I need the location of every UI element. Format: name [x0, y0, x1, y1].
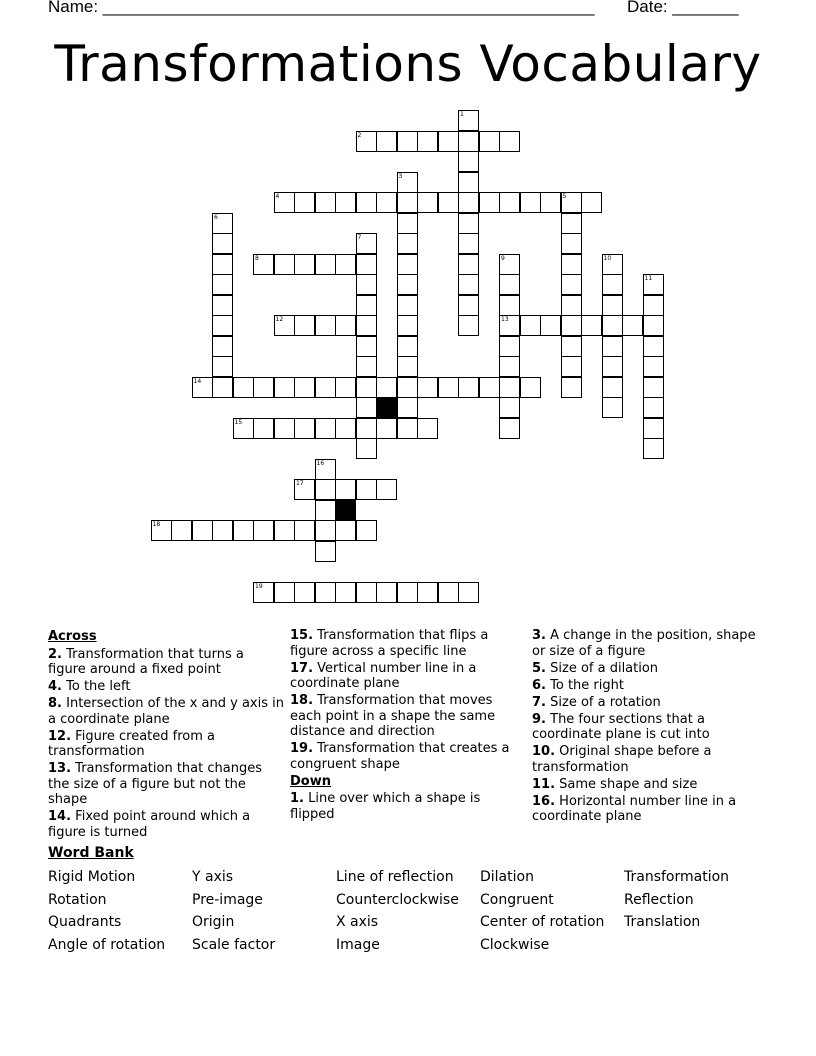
crossword-cell[interactable] — [499, 336, 520, 357]
crossword-cell[interactable] — [294, 254, 315, 275]
crossword-cell[interactable] — [356, 418, 377, 439]
crossword-cell[interactable] — [602, 397, 623, 418]
crossword-cell[interactable] — [356, 479, 377, 500]
crossword-cell[interactable] — [212, 254, 233, 275]
clue-down-9: 9. The four sections that a coordinate plane is cut into — [532, 711, 710, 742]
crossword-cell[interactable] — [602, 336, 623, 357]
crossword-cell[interactable] — [417, 582, 438, 603]
crossword-cell[interactable] — [356, 397, 377, 418]
crossword-cell[interactable] — [356, 274, 377, 295]
crossword-cell[interactable] — [335, 418, 356, 439]
crossword-cell[interactable] — [499, 192, 520, 213]
crossword-cell[interactable] — [356, 582, 377, 603]
cell-number: 14 — [193, 377, 202, 385]
crossword-cell[interactable] — [397, 336, 418, 357]
crossword-cell[interactable] — [253, 377, 274, 398]
crossword-cell[interactable] — [561, 213, 582, 234]
crossword-cell[interactable] — [643, 356, 664, 377]
crossword-cell[interactable] — [356, 520, 377, 541]
crossword-cell[interactable] — [356, 336, 377, 357]
crossword-cell[interactable] — [315, 479, 336, 500]
crossword-cell[interactable] — [335, 479, 356, 500]
crossword-cell[interactable] — [581, 192, 602, 213]
crossword-cell[interactable] — [438, 131, 459, 152]
crossword-black-cell — [376, 397, 397, 418]
clue-across-17: 17. Vertical number line in a coordinate plane — [290, 660, 477, 691]
crossword-cell[interactable] — [192, 377, 213, 398]
crossword-cell[interactable] — [356, 254, 377, 275]
crossword-cell[interactable] — [643, 438, 664, 459]
crossword-cell[interactable] — [643, 315, 664, 336]
crossword-cell[interactable] — [315, 192, 336, 213]
word-bank-item: Line of reflection — [336, 869, 454, 885]
clue-across-8: 8. Intersection of the x and y axis in a coordinate plane — [48, 696, 284, 727]
crossword-cell[interactable] — [253, 418, 274, 439]
clues-column-2 — [290, 628, 526, 824]
crossword-cell[interactable] — [356, 131, 377, 152]
cell-number: 3 — [398, 172, 403, 180]
crossword-cell[interactable] — [458, 582, 479, 603]
crossword-cell[interactable] — [294, 479, 315, 500]
crossword-cell[interactable] — [458, 254, 479, 275]
crossword-cell[interactable] — [458, 213, 479, 234]
crossword-cell[interactable] — [561, 192, 582, 213]
crossword-cell[interactable] — [397, 315, 418, 336]
word-bank-item: Clockwise — [480, 937, 550, 953]
word-bank-item: Reflection — [624, 892, 694, 908]
crossword-cell[interactable] — [376, 479, 397, 500]
crossword-cell[interactable] — [294, 418, 315, 439]
crossword-cell[interactable] — [356, 377, 377, 398]
crossword-cell[interactable] — [397, 356, 418, 377]
crossword-cell[interactable] — [458, 233, 479, 254]
crossword-cell[interactable] — [602, 274, 623, 295]
crossword-cell[interactable] — [561, 295, 582, 316]
crossword-cell[interactable] — [151, 520, 172, 541]
cell-number: 1 — [460, 111, 464, 118]
crossword-cell[interactable] — [356, 295, 377, 316]
word-bank-item: Counterclockwise — [336, 892, 459, 908]
crossword-cell[interactable] — [335, 520, 356, 541]
clue-down-16: 16. Horizontal number line in a coordinate plane — [532, 793, 737, 824]
crossword-cell[interactable] — [397, 418, 418, 439]
clue-across-13: 13. Transformation that changes the size of a figure but not the shape — [48, 761, 262, 807]
crossword-cell[interactable] — [417, 377, 438, 398]
crossword-cell[interactable] — [417, 418, 438, 439]
crossword-cell[interactable] — [458, 151, 479, 172]
word-bank-item: Pre-image — [192, 892, 263, 908]
crossword-cell[interactable] — [458, 110, 479, 131]
across-heading: Across — [48, 629, 97, 644]
cell-number: 10 — [603, 254, 612, 262]
crossword-cell[interactable] — [643, 397, 664, 418]
cell-number: 18 — [152, 521, 161, 528]
crossword-cell[interactable] — [233, 377, 254, 398]
cell-number: 15 — [234, 418, 243, 426]
cell-number: 19 — [255, 582, 263, 590]
clue-down-6: 6. To the right — [532, 677, 624, 693]
word-bank-item: Y axis — [192, 869, 234, 885]
crossword-cell[interactable] — [458, 192, 479, 213]
crossword-cell[interactable] — [335, 315, 356, 336]
crossword-cell[interactable] — [602, 377, 623, 398]
crossword-cell[interactable] — [417, 192, 438, 213]
crossword-cell[interactable] — [643, 418, 664, 439]
crossword-cell[interactable] — [335, 192, 356, 213]
word-bank-item: Rigid Motion — [48, 869, 136, 885]
cell-number: 2 — [357, 131, 362, 139]
crossword-cell[interactable] — [397, 377, 418, 398]
crossword-cell[interactable] — [438, 377, 459, 398]
crossword-cell[interactable] — [212, 356, 233, 377]
crossword-cell[interactable] — [315, 582, 336, 603]
clues-column-3 — [532, 628, 768, 826]
crossword-cell[interactable] — [294, 520, 315, 541]
crossword-cell[interactable] — [315, 418, 336, 439]
crossword-cell[interactable] — [458, 131, 479, 152]
crossword-cell[interactable] — [499, 315, 520, 336]
crossword-cell[interactable] — [397, 274, 418, 295]
crossword-cell[interactable] — [335, 254, 356, 275]
crossword-cell[interactable] — [602, 315, 623, 336]
crossword-cell[interactable] — [212, 213, 233, 234]
word-bank-item: Scale factor — [192, 937, 276, 953]
crossword-cell[interactable] — [294, 582, 315, 603]
clue-across-19: 19. Transformation that creates a congruent shape — [290, 741, 510, 772]
crossword-cell[interactable] — [622, 315, 643, 336]
crossword-cell[interactable] — [397, 397, 418, 418]
crossword-cell[interactable] — [561, 315, 582, 336]
crossword-cell[interactable] — [417, 131, 438, 152]
crossword-cell[interactable] — [561, 233, 582, 254]
word-bank-item: X axis — [336, 914, 379, 930]
crossword-cell[interactable] — [212, 233, 233, 254]
clue-across-4: 4. To the left — [48, 679, 131, 694]
crossword-cell[interactable] — [274, 582, 295, 603]
cell-number: 12 — [275, 316, 284, 323]
crossword-cell[interactable] — [397, 213, 418, 234]
crossword-cell[interactable] — [356, 315, 377, 336]
crossword-cell[interactable] — [643, 336, 664, 357]
crossword-cell[interactable] — [315, 315, 336, 336]
crossword-cell[interactable] — [499, 418, 520, 439]
crossword-cell[interactable] — [356, 438, 377, 459]
word-bank-item: Congruent — [480, 892, 554, 908]
crossword-cell[interactable] — [274, 520, 295, 541]
crossword-cell[interactable] — [643, 274, 664, 295]
crossword-cell[interactable] — [335, 377, 356, 398]
crossword-cell[interactable] — [212, 295, 233, 316]
cell-number: 11 — [644, 275, 653, 282]
crossword-cell[interactable] — [602, 295, 623, 316]
clue-across-12: 12. Figure created from a transformation — [48, 728, 215, 759]
cell-number: 6 — [214, 213, 218, 221]
crossword-cell[interactable] — [458, 295, 479, 316]
clue-down-3: 3. A change in the position, shape or size of a figure — [532, 628, 756, 659]
crossword-cell[interactable] — [376, 377, 397, 398]
crossword-cell[interactable] — [499, 254, 520, 275]
cell-number: 8 — [255, 254, 259, 262]
crossword-cell[interactable] — [274, 315, 295, 336]
crossword-cell[interactable] — [212, 377, 233, 398]
crossword-cell[interactable] — [540, 315, 561, 336]
crossword-cell[interactable] — [520, 377, 541, 398]
crossword-cell[interactable] — [294, 192, 315, 213]
crossword-cell[interactable] — [376, 131, 397, 152]
cell-number: 9 — [501, 254, 505, 262]
crossword-cell[interactable] — [253, 254, 274, 275]
crossword-cell[interactable] — [561, 356, 582, 377]
crossword-cell[interactable] — [315, 377, 336, 398]
crossword-cell[interactable] — [356, 233, 377, 254]
word-bank-item: Translation — [624, 914, 701, 930]
crossword-cell[interactable] — [171, 520, 192, 541]
clue-across-18: 18. Transformation that moves each point in a shape the same distance and direction — [290, 693, 496, 739]
cell-number: 13 — [501, 316, 509, 323]
word-bank-item: Origin — [192, 914, 235, 930]
crossword-cell[interactable] — [233, 418, 254, 439]
crossword-cell[interactable] — [274, 418, 295, 439]
crossword-cell[interactable] — [540, 192, 561, 213]
crossword-cell[interactable] — [335, 582, 356, 603]
cell-number: 16 — [316, 459, 325, 467]
crossword-cell[interactable] — [192, 520, 213, 541]
crossword-cell[interactable] — [499, 274, 520, 295]
crossword-cell[interactable] — [212, 520, 233, 541]
crossword-cell[interactable] — [581, 315, 602, 336]
crossword-cell[interactable] — [397, 254, 418, 275]
name-field-label[interactable]: Name: ____________________________________________________ — [48, 0, 595, 16]
crossword-cell[interactable] — [315, 254, 336, 275]
word-bank-item: Rotation — [48, 892, 107, 908]
crossword-cell[interactable] — [212, 315, 233, 336]
crossword-cell[interactable] — [212, 274, 233, 295]
crossword-cell[interactable] — [233, 520, 254, 541]
clue-across-15: 15. Transformation that flips a figure across a specific line — [290, 628, 489, 659]
crossword-cell[interactable] — [294, 315, 315, 336]
crossword-cell[interactable] — [561, 336, 582, 357]
clue-down-11: 11. Same shape and size — [532, 776, 698, 792]
crossword-cell[interactable] — [397, 172, 418, 193]
clues-column-1 — [48, 628, 284, 842]
crossword-cell[interactable] — [561, 254, 582, 275]
crossword-cell[interactable] — [499, 356, 520, 377]
crossword-cell[interactable] — [212, 336, 233, 357]
down-heading: Down — [290, 773, 331, 789]
page-title: Transformations Vocabulary — [54, 35, 762, 93]
crossword-cell[interactable] — [458, 315, 479, 336]
cell-number: 4 — [275, 193, 280, 200]
crossword-cell[interactable] — [561, 274, 582, 295]
crossword-cell[interactable] — [479, 192, 500, 213]
crossword-cell[interactable] — [520, 192, 541, 213]
crossword-cell[interactable] — [479, 131, 500, 152]
crossword-cell[interactable] — [520, 315, 541, 336]
clue-down-7: 7. Size of a rotation — [532, 694, 661, 710]
crossword-cell[interactable] — [253, 582, 274, 603]
crossword-cell[interactable] — [479, 377, 500, 398]
crossword-cell[interactable] — [499, 295, 520, 316]
word-bank-title: Word Bank — [48, 845, 134, 861]
cell-number: 5 — [562, 193, 567, 200]
word-bank-item: Quadrants — [48, 914, 122, 930]
crossword-cell[interactable] — [356, 356, 377, 377]
crossword-cell[interactable] — [499, 131, 520, 152]
crossword-cell[interactable] — [376, 418, 397, 439]
crossword-cell[interactable] — [315, 520, 336, 541]
crossword-cell[interactable] — [438, 582, 459, 603]
crossword-cell[interactable] — [643, 377, 664, 398]
crossword-cell[interactable] — [274, 192, 295, 213]
word-bank-item: Transformation — [624, 869, 730, 885]
crossword-cell[interactable] — [458, 377, 479, 398]
clue-down-10: 10. Original shape before a transformation — [532, 744, 712, 775]
crossword-cell[interactable] — [438, 192, 459, 213]
crossword-cell[interactable] — [376, 192, 397, 213]
crossword-cell[interactable] — [376, 582, 397, 603]
crossword-cell[interactable] — [274, 377, 295, 398]
crossword-cell[interactable] — [274, 254, 295, 275]
word-bank-item: Dilation — [480, 869, 534, 885]
clue-across-14: 14. Fixed point around which a figure is turned — [48, 809, 251, 840]
crossword-cell[interactable] — [397, 233, 418, 254]
crossword-cell[interactable] — [397, 295, 418, 316]
crossword-cell[interactable] — [294, 377, 315, 398]
crossword-cell[interactable] — [315, 459, 336, 480]
word-bank-item: Center of rotation — [480, 914, 605, 930]
crossword-cell[interactable] — [397, 192, 418, 213]
crossword-cell[interactable] — [602, 254, 623, 275]
word-bank — [48, 868, 778, 968]
crossword-cell[interactable] — [499, 397, 520, 418]
cell-number: 7 — [357, 234, 362, 241]
crossword-cell[interactable] — [315, 500, 336, 521]
crossword-cell[interactable] — [458, 172, 479, 193]
word-bank-item: Image — [336, 937, 380, 953]
clue-down-1: 1. Line over which a shape is flipped — [290, 791, 481, 822]
word-bank-item: Angle of rotation — [48, 937, 166, 953]
cell-number: 17 — [296, 480, 304, 487]
crossword-cell[interactable] — [397, 131, 418, 152]
crossword-cell[interactable] — [643, 295, 664, 316]
crossword-cell[interactable] — [315, 541, 336, 562]
crossword-cell[interactable] — [499, 377, 520, 398]
date-field-label[interactable]: Date: _______ — [627, 0, 739, 16]
crossword-cell[interactable] — [356, 192, 377, 213]
crossword-cell[interactable] — [458, 274, 479, 295]
crossword-cell[interactable] — [253, 520, 274, 541]
crossword-black-cell — [335, 500, 356, 521]
crossword-cell[interactable] — [397, 582, 418, 603]
clue-across-2: 2. Transformation that turns a figure around a fixed point — [48, 646, 244, 677]
clue-down-5: 5. Size of a dilation — [532, 660, 659, 676]
crossword-cell[interactable] — [561, 377, 582, 398]
crossword-cell[interactable] — [602, 356, 623, 377]
